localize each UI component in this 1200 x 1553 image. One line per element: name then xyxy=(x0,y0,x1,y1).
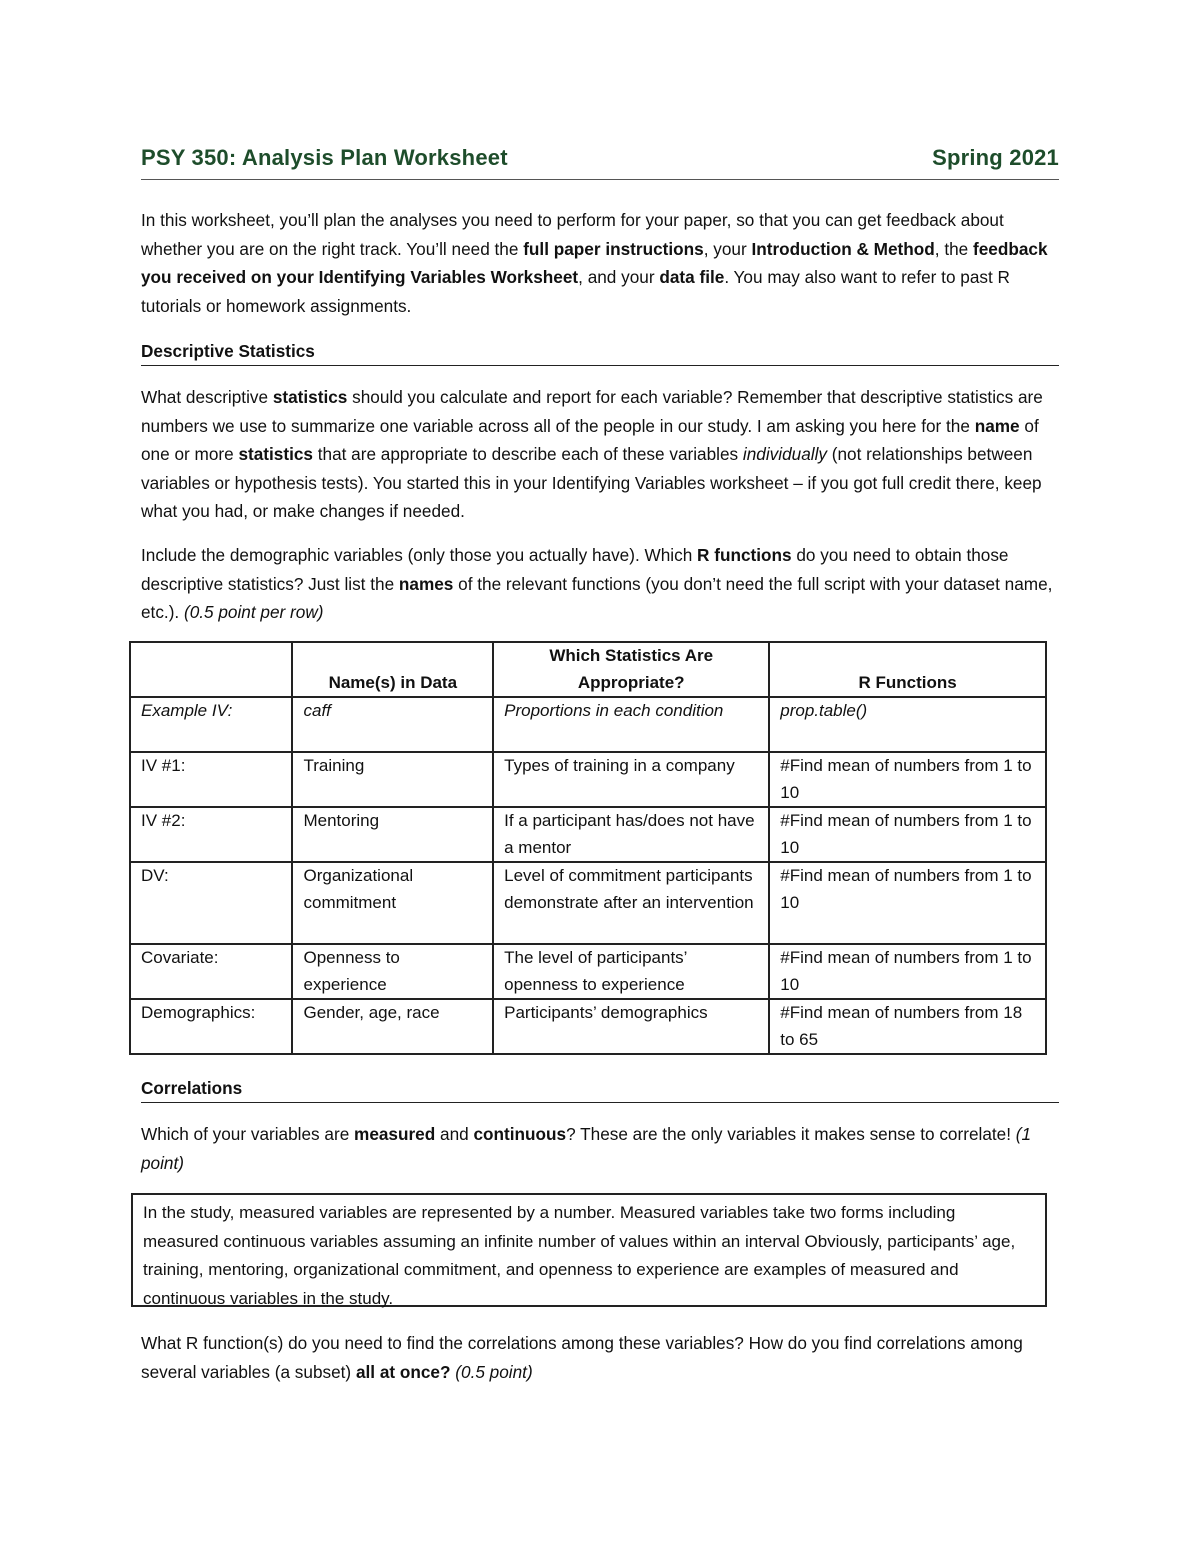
table-cell[interactable]: Openness to experience xyxy=(292,944,493,999)
table-cell: Proportions in each condition xyxy=(493,697,769,752)
table-cell: prop.table() xyxy=(769,697,1046,752)
row-label: IV #2: xyxy=(130,807,292,862)
descriptive-statistics-heading: Descriptive Statistics xyxy=(141,339,1059,366)
table-cell[interactable]: #Find mean of numbers from 1 to 10 xyxy=(769,752,1046,807)
table-cell[interactable]: #Find mean of numbers from 1 to 10 xyxy=(769,807,1046,862)
table-row xyxy=(130,752,1046,807)
table-cell[interactable]: Organizational commitment xyxy=(292,862,493,944)
table-cell[interactable]: Types of training in a company xyxy=(493,752,769,807)
table-header-cell: R Functions xyxy=(769,642,1046,697)
title-row xyxy=(141,145,1059,180)
correlations-heading: Correlations xyxy=(141,1076,1059,1103)
page-title: PSY 350: Analysis Plan Worksheet xyxy=(141,145,508,170)
table-cell[interactable]: Gender, age, race xyxy=(292,999,493,1054)
table-cell[interactable]: Mentoring xyxy=(292,807,493,862)
row-label: Demographics: xyxy=(130,999,292,1054)
correlations-question-1: Which of your variables are measured and continuous? These are the only variables it makes sense to correlate! (1 point) xyxy=(141,1124,1032,1173)
table-cell[interactable]: #Find mean of numbers from 1 to 10 xyxy=(769,862,1046,944)
table-cell: caff xyxy=(292,697,493,752)
table-cell[interactable]: The level of participants’ openness to experience xyxy=(493,944,769,999)
row-label: Covariate: xyxy=(130,944,292,999)
table-row xyxy=(130,999,1046,1054)
table-cell[interactable]: Level of commitment participants demonstrate after an intervention xyxy=(493,862,769,944)
table-cell[interactable]: #Find mean of numbers from 18 to 65 xyxy=(769,999,1046,1054)
row-label: IV #1: xyxy=(130,752,292,807)
correlations-question-2: What R function(s) do you need to find the correlations among these variables? How do you find correlations among several variables (a subset) all at once? (0.5 point) xyxy=(141,1333,1023,1382)
descriptive-statistics-table xyxy=(129,641,1047,1055)
table-header-cell: Name(s) in Data xyxy=(292,642,493,697)
table-row xyxy=(130,807,1046,862)
table-header-row xyxy=(130,642,1046,697)
table-row xyxy=(130,697,1046,752)
table-cell[interactable]: Training xyxy=(292,752,493,807)
table-cell[interactable]: If a participant has/does not have a mentor xyxy=(493,807,769,862)
descriptive-question-2: Include the demographic variables (only those you actually have). Which R functions do you need to obtain those descriptive statistics? Just list the names of the relevant functions (you don’t need the full script with your dataset name, etc.). (0.5 point per row) xyxy=(141,545,1053,622)
table-cell[interactable]: #Find mean of numbers from 1 to 10 xyxy=(769,944,1046,999)
table-cell[interactable]: Participants’ demographics xyxy=(493,999,769,1054)
table-header-cell: Which Statistics Are Appropriate? xyxy=(493,642,769,697)
table-header-cell xyxy=(130,642,292,697)
table-row xyxy=(130,862,1046,944)
intro-paragraph: In this worksheet, you’ll plan the analyses you need to perform for your paper, so that you can get feedback about whether you are on the right track. You’ll need the full paper instructions, your Introduction & Method, the feedback you received on your Identifying Variables Worksheet, and your data file. You may also want to refer to past R tutorials or homework assignments. xyxy=(141,210,1048,316)
term-label: Spring 2021 xyxy=(932,145,1059,170)
correlations-answer-box[interactable]: In the study, measured variables are represented by a number. Measured variables take two forms including measured continuous variables assuming an infinite number of values within an interval Obviously, participants’ age, training, mentoring, organizational commitment, and openness to experience are examples of measured and continuous variables in the study. xyxy=(131,1193,1047,1307)
row-label: Example IV: xyxy=(130,697,292,752)
table-row xyxy=(130,944,1046,999)
row-label: DV: xyxy=(130,862,292,944)
descriptive-question-1: What descriptive statistics should you calculate and report for each variable? Remember that descriptive statistics are numbers we use to summarize one variable across all of the people in our study. I am asking you here for the name of one or more statistics that are appropriate to describe each of these variables individually (not relationships between variables or hypothesis tests). You started this in your Identifying Variables worksheet – if you got full credit there, keep what you had, or make changes if needed. xyxy=(141,387,1043,521)
